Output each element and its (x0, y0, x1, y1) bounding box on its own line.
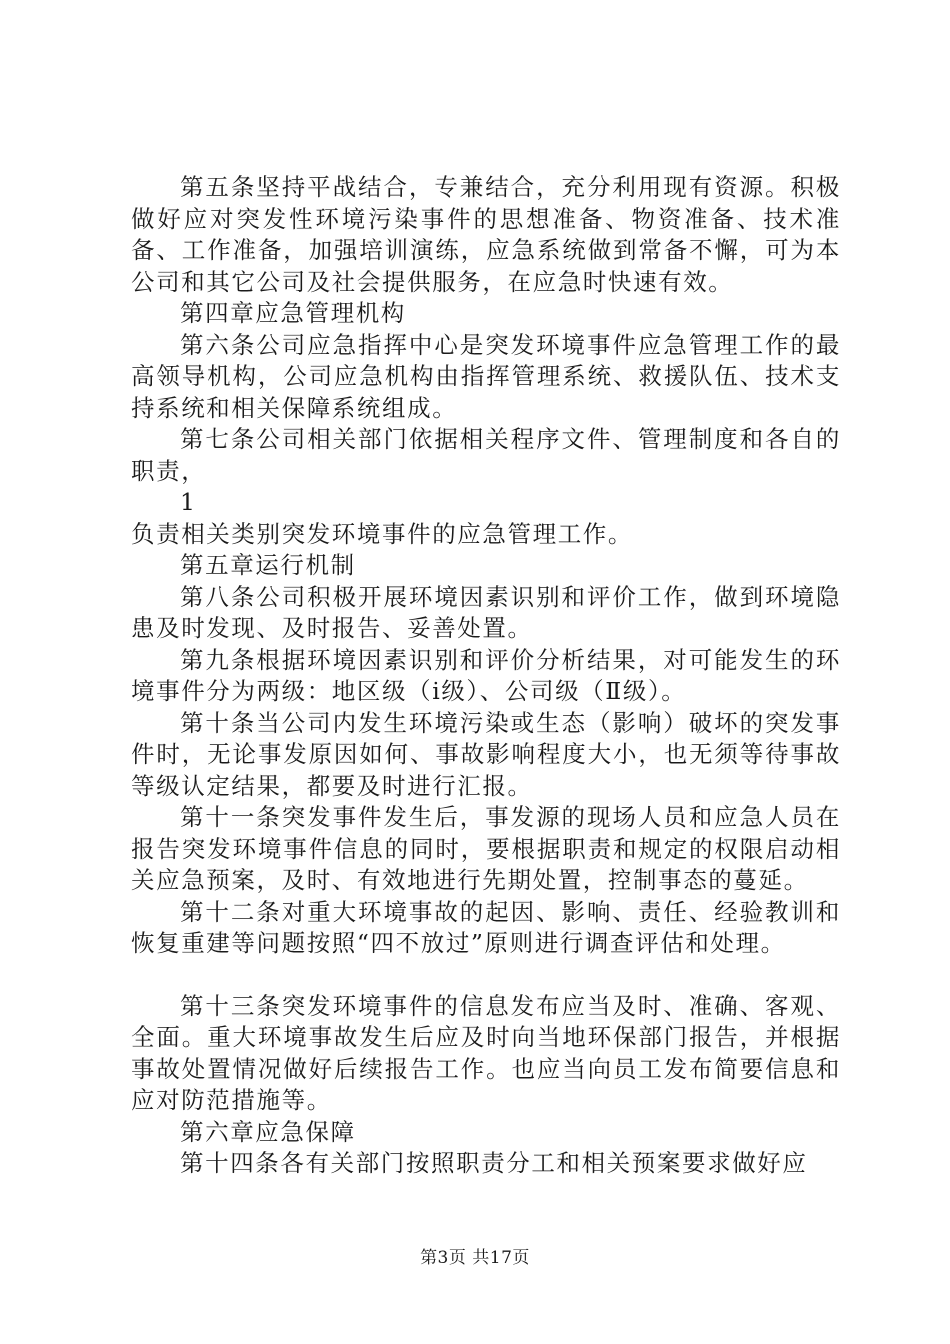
chapter-heading-5: 第五章运行机制 (180, 551, 356, 579)
chapter-heading-6: 第六章应急保障 (180, 1117, 356, 1146)
paragraph-article-10: 第十条当公司内发生环境污染或生态（影响）破坏的突发事件时，无论事发原因如何、事故影响程度大小，也无须等待事故等级认定结果，都要及时进行汇报。 (131, 708, 841, 800)
paragraph-article-13: 第十三条突发环境事件的信息发布应当及时、准确、客观、全面。重大环境事故发生后应及时向当地环保部门报告，并根据事故处置情况做好后续报告工作。也应当向员工发布简要信息和应对防范措施等。 (131, 991, 841, 1114)
document-body (131, 172, 841, 1180)
paragraph-article-12: 第十二条对重大环境事故的起因、影响、责任、经验教训和恢复重建等问题按照“四不放过”原则进行调查评估和处理。 (131, 897, 841, 957)
paragraph-article-11: 第十一条突发事件发生后，事发源的现场人员和应急人员在报告突发环境事件信息的同时，要根据职责和规定的权限启动相关应急预案，及时、有效地进行先期处置，控制事态的蔓延。 (131, 803, 841, 894)
blank-line (131, 960, 841, 991)
paragraph-article-7: 第七条公司相关部门依据相关程序文件、管理制度和各自的职责， (131, 425, 841, 485)
paragraph-article-7-continued: 负责相关类别突发环境事件的应急管理工作。 (131, 519, 633, 548)
paragraph-article-8: 第八条公司积极开展环境因素识别和评价工作，做到环境隐患及时发现、及时报告、妥善处置。 (131, 582, 841, 642)
page-break-number: 1 (180, 488, 197, 516)
paragraph-article-6: 第六条公司应急指挥中心是突发环境事件应急管理工作的最高领导机构，公司应急机构由指挥管理系统、救援队伍、技术支持系统和相关保障系统组成。 (131, 330, 841, 422)
chapter-heading-4: 第四章应急管理机构 (180, 299, 406, 327)
paragraph-article-9: 第九条根据环境因素识别和评价分析结果，对可能发生的环境事件分为两级：地区级（ⅰ级）、公司级（Ⅱ级）。 (131, 645, 841, 705)
page-footer: 第3页 共17页 (420, 1248, 530, 1268)
paragraph-article-14: 第十四条各有关部门按照职责分工和相关预案要求做好应 (180, 1149, 808, 1177)
paragraph-article-5: 第五条坚持平战结合，专兼结合，充分利用现有资源。积极做好应对突发性环境污染事件的思想准备、物资准备、技术准备、工作准备，加强培训演练，应急系统做到常备不懈，可为本公司和其它公司及社会提供服务，在应急时快速有效。 (131, 173, 841, 296)
